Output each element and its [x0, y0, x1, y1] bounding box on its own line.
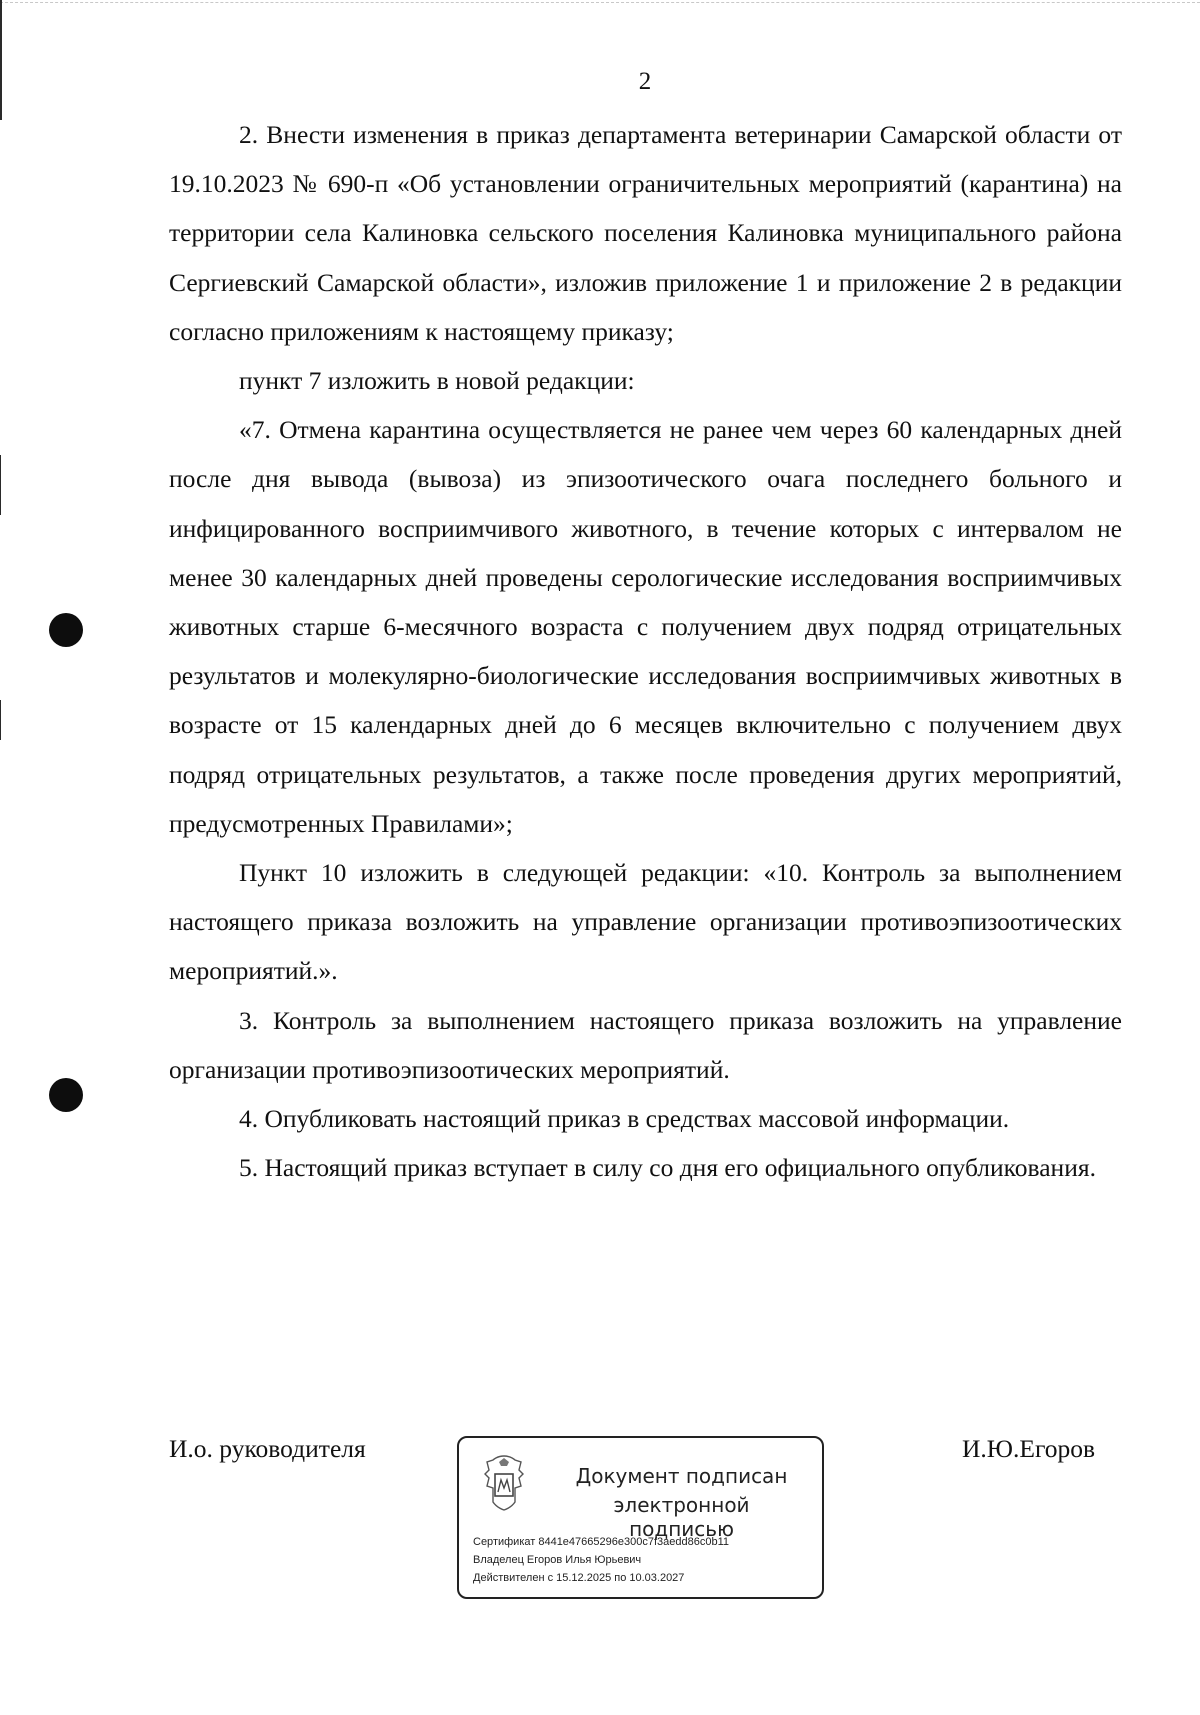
paragraph-item-3: 3. Контроль за выполнением настоящего приказа возложить на управление организации противоэпизоотических мероприятий. [169, 1005, 1122, 1084]
page-number: 2 [638, 68, 652, 95]
scan-left-edge [0, 0, 2, 120]
scan-left-edge-lower [0, 700, 1, 740]
stamp-title-line1: Документ подписан [575, 1464, 788, 1488]
paragraph-point-7-intro: пункт 7 изложить в новой редакции: [239, 366, 635, 396]
punch-hole-top [49, 613, 83, 647]
signer-name: И.Ю.Егоров [962, 1434, 1096, 1463]
paragraph-item-5: 5. Настоящий приказ вступает в силу со дня его официального опубликования. [239, 1153, 1096, 1183]
punch-hole-bottom [49, 1078, 83, 1112]
signer-position: И.о. руководителя [169, 1434, 366, 1463]
stamp-owner: Владелец Егоров Илья Юрьевич [473, 1554, 642, 1566]
scan-edge-line [0, 2, 1200, 3]
paragraph-item-4: 4. Опубликовать настоящий приказ в средствах массовой информации. [239, 1104, 1010, 1134]
e-signature-stamp [457, 1436, 824, 1599]
stamp-title-line2: электронной подписью [613, 1493, 750, 1541]
stamp-validity: Действителен с 15.12.2025 по 10.03.2027 [473, 1572, 685, 1584]
stamp-certificate: Сертификат 8441e47665296e300c7f3aedd86c0b11 [473, 1536, 729, 1548]
paragraph-point-7-text: «7. Отмена карантина осуществляется не ранее чем через 60 календарных дней после дня вывода (вывоза) из эпизоотического очага последнего больного и инфицированного восприимчивого животного, в течение которых с интервалом не менее 30 календарных дней проведены серологические исследования восприимчивых животных старше 6-месячного возраста с получением двух подряд отрицательных результатов и молекулярно-биологические исследования восприимчивых животных в возрасте от 15 календарных дней до 6 месяцев включительно с получением двух подряд отрицательных результатов, а также после проведения других мероприятий, предусмотренных Правилами»; [169, 415, 1122, 838]
coat-of-arms-icon [477, 1452, 531, 1514]
paragraph-item-2: 2. Внести изменения в приказ департамента ветеринарии Самарской области от 19.10.2023 № 690-п «Об установлении ограничительных мероприятий (карантина) на территории села Калиновка сельского поселения Калиновка муниципального района Сергиевский Самарской области», изложив приложение 1 и приложение 2 в редакции согласно приложениям к настоящему приказу; [169, 120, 1122, 346]
paragraph-point-10: Пункт 10 изложить в следующей редакции: «10. Контроль за выполнением настоящего приказа возложить на управление организации противоэпизоотических мероприятий.». [169, 858, 1122, 986]
document-body [169, 110, 1122, 1192]
scan-left-edge-mid [0, 455, 1, 515]
